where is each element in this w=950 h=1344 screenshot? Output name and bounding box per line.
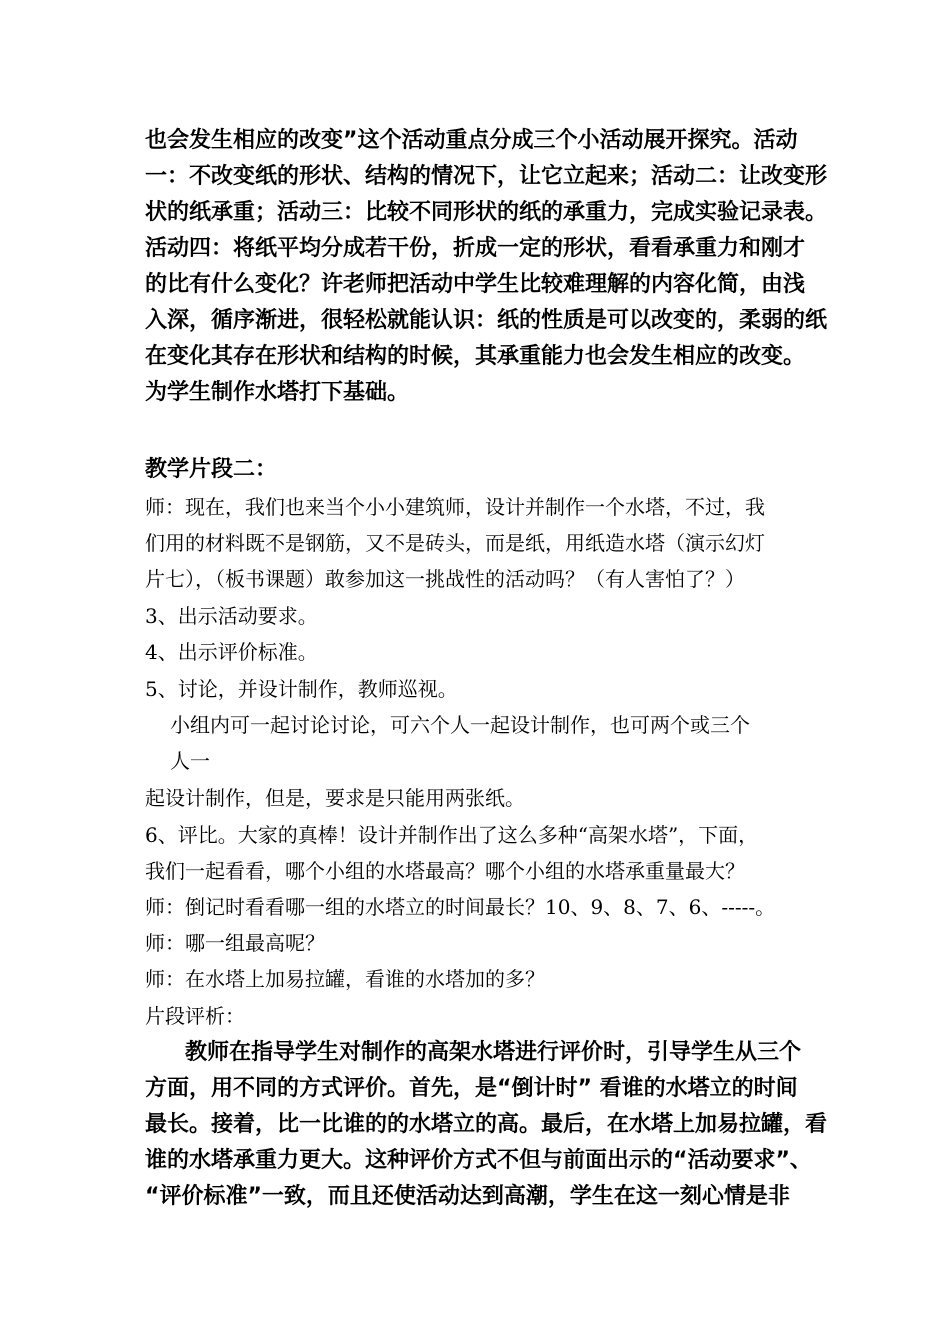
- analysis-line: 方面，用不同的方式评价。首先，是“倒计时” 看谁的水塔立的时间: [145, 1076, 798, 1101]
- paragraph-line: 也会发生相应的改变”这个活动重点分成三个小活动展开探究。活动: [145, 128, 798, 153]
- analysis-line: 最长。接着，比一比谁的的水塔立的高。最后，在水塔上加易拉罐，看: [145, 1112, 828, 1137]
- body-line: 们用的材料既不是钢筋，又不是砖头，而是纸，用纸造水塔（演示幻灯: [145, 531, 765, 555]
- body-line: 6、评比。大家的真棒！设计并制作出了这么多种“高架水塔”，下面，: [145, 823, 759, 847]
- body-line: 师：现在，我们也来当个小小建筑师，设计并制作一个水塔，不过，我: [145, 495, 765, 519]
- body-line: 我们一起看看，哪个小组的水塔最高？哪个小组的水塔承重量最大？: [145, 859, 745, 883]
- list-item: 4、出示评价标准。: [145, 640, 318, 664]
- paragraph-line: 状的纸承重；活动三：比较不同形状的纸的承重力，完成实验记录表。: [145, 200, 828, 225]
- analysis-line: 教师在指导学生对制作的高架水塔进行评价时，引导学生从三个: [185, 1040, 802, 1065]
- paragraph-line: 在变化其存在形状和结构的时候，其承重能力也会发生相应的改变。: [145, 344, 806, 369]
- section-title: 教学片段二：: [145, 457, 278, 482]
- body-line: 师：哪一组最高呢？: [145, 931, 325, 955]
- paragraph-line: 一：不改变纸的形状、结构的情况下，让它立起来；活动二：让改变形: [145, 164, 828, 189]
- body-line: 小组内可一起讨论讨论，可六个人一起设计制作，也可两个或三个: [170, 713, 750, 737]
- analysis-line: 谁的水塔承重力更大。这种评价方式不但与前面出示的“活动要求”、: [145, 1148, 812, 1173]
- paragraph-line: 的比有什么变化？许老师把活动中学生比较难理解的内容化简，由浅: [145, 272, 806, 297]
- list-item: 5、讨论，并设计制作，教师巡视。: [145, 677, 458, 701]
- paragraph-line: 活动四：将纸平均分成若干份，折成一定的形状，看看承重力和刚才: [145, 236, 806, 261]
- paragraph-line: 为学生制作水塔打下基础。: [145, 380, 410, 405]
- analysis-line: “评价标准”一致，而且还使活动达到高潮，学生在这一刻心情是非: [145, 1184, 790, 1209]
- analysis-title: 片段评析：: [145, 1004, 245, 1028]
- body-line: 片七），（板书课题）敢参加这一挑战性的活动吗？（有人害怕了？）: [145, 567, 745, 591]
- body-line: 人一: [170, 749, 210, 773]
- list-item: 3、出示活动要求。: [145, 604, 318, 628]
- body-line: 师：倒记时看看哪一组的水塔立的时间最长？10、9、8、7、6、-----。: [145, 895, 776, 919]
- body-line: 起设计制作，但是，要求是只能用两张纸。: [145, 786, 525, 810]
- paragraph-line: 入深，循序渐进，很轻松就能认识：纸的性质是可以改变的，柔弱的纸: [145, 308, 828, 333]
- body-line: 师：在水塔上加易拉罐，看谁的水塔加的多？: [145, 967, 545, 991]
